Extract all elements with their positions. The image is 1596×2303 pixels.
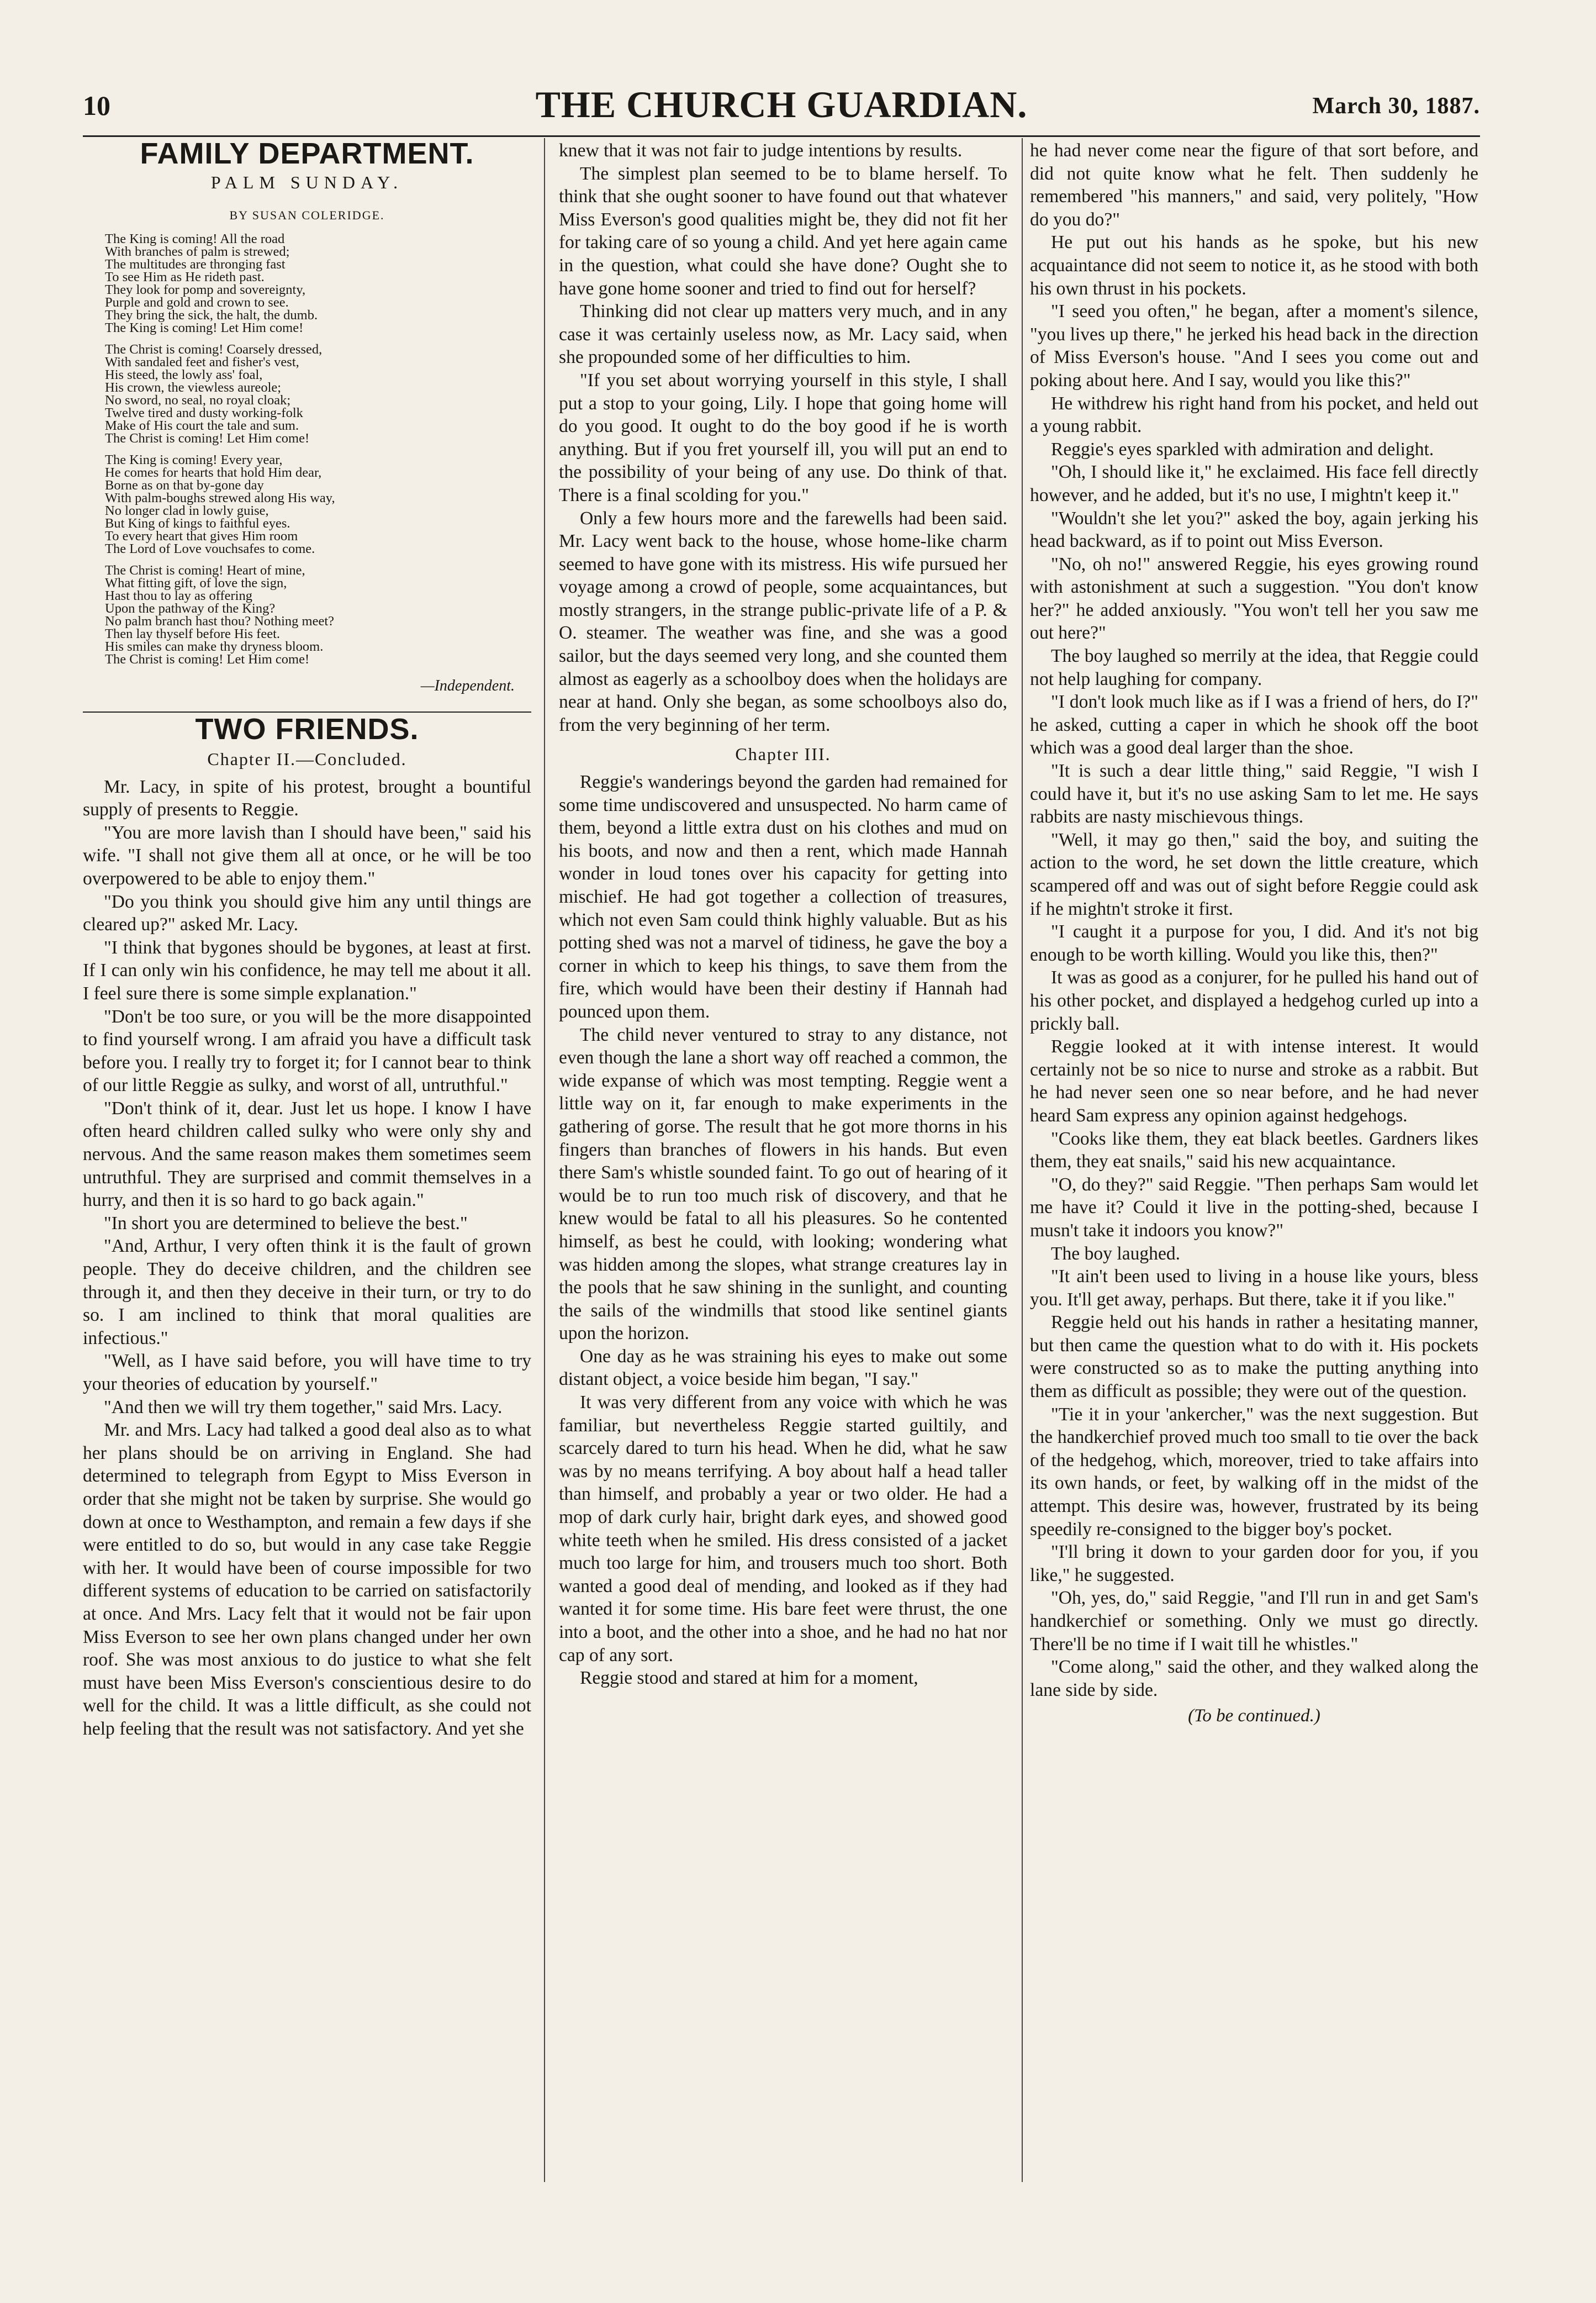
paragraph: he had never come near the figure of that sort before, and did not quite know what he felt. Then suddenly he remembered "his manners," and said, very politely, "How do you do?" [1030, 140, 1478, 230]
masthead-rule [83, 135, 1480, 137]
poem-line: His smiles can make thy dryness bloom. [105, 639, 324, 654]
poem-line: What fitting gift, of love the sign, [105, 575, 287, 591]
paragraph: "It ain't been used to living in a house like yours, bless you. It'll get away, perhaps. But there, take it if you like." [1030, 1266, 1478, 1310]
poem-line: Borne as on that by-gone day [105, 477, 264, 493]
masthead [83, 83, 1480, 133]
poem-line: His steed, the lowly ass' foal, [105, 367, 263, 382]
poem-line: With palm-boughs strewed along His way, [105, 490, 335, 505]
paragraph: It was very different from any voice with which he was familiar, but nevertheless Reggie started guiltily, and scarcely dared to turn his head. When he did, what he saw was by no means terrifying. A boy about half a head taller than himself, and probably a year or two older. He had a mop of dark curly hair, bright dark eyes, and showed good white teeth when he smiled. His dress consisted of a jacket much too large for him, and trousers much too short. Both wanted a good deal of mending, and looked as if they had wanted it for some time. His bare feet were thrust, the one into a boot, and the other into a shoe, and he had no hat nor cap of any sort. [559, 1392, 1007, 1666]
poem-line: With sandaled feet and fisher's vest, [105, 354, 299, 370]
poem-stanza [105, 233, 531, 334]
paragraph: "In short you are determined to believe the best." [104, 1213, 468, 1234]
to-be-continued: (To be continued.) [1188, 1706, 1320, 1726]
paragraph: "I seed you often," he began, after a moment's silence, "you lives up there," he jerked his head back in the direction of Miss Everson's house. "And I sees you come out and poking about here. And I say, would you like this?" [1030, 301, 1478, 391]
poem-line: He comes for hearts that hold Him dear, [105, 465, 322, 480]
issue-date: March 30, 1887. [1312, 93, 1480, 119]
paragraph: "Oh, yes, do," said Reggie, "and I'll run in and get Sam's handkerchief or something. Only we must go directly. There'll be no time if I wait till he whistles." [1030, 1588, 1478, 1654]
poem-line: To every heart that gives Him room [105, 528, 298, 544]
poem-line: The Christ is coming! Heart of mine, [105, 562, 305, 578]
poem-line: They bring the sick, the halt, the dumb. [105, 307, 318, 323]
paragraph: "I caught it a purpose for you, I did. And it's not big enough to be worth killing. Would you like this, then?" [1030, 921, 1478, 965]
paragraph: The child never ventured to stray to any distance, not even though the lane a short way off reached a common, the wide expanse of which was most tempting. Reggie went a little way on it, far enough to make experiments in the gathering of gorse. The result that he got more thorns in his fingers than branches of flowers in his hands. But even there Sam's whistle sounded faint. To go out of hearing of it would be to run too much risk of discovery, and that he knew would be fatal to all his pleasures. So he contented himself, as best he could, with looking; wondering what was hidden among the slopes, what strange creatures lay in the pools that he saw shining in the sunlight, and counting the sails of the windmills that stood like sentinel giants upon the horizon. [559, 1024, 1007, 1344]
paragraph: He put out his hands as he spoke, but his new acquaintance did not seem to notice it, as he stood with both his own thrust in his pockets. [1030, 232, 1478, 299]
poem-line: No palm branch hast thou? Nothing meet? [105, 613, 335, 629]
paragraph: "O, do they?" said Reggie. "Then perhaps Sam would let me have it? Could it live in the potting-shed, because I musn't take it indoors you know?" [1030, 1174, 1478, 1241]
page-number: 10 [83, 90, 110, 121]
chapter-heading: Chapter III. [735, 744, 831, 765]
poem-line: Purple and gold and crown to see. [105, 294, 289, 310]
paragraph: Reggie looked at it with intense interest. It would certainly not be so nice to nurse and stroke as a rabbit. But he had never seen one so near before, and he had never heard Sam express any opinion against hedgehogs. [1030, 1036, 1478, 1126]
paragraph: One day as he was straining his eyes to make out some distant object, a voice beside him began, "I say." [559, 1346, 1007, 1390]
poem-line: His crown, the viewless aureole; [105, 380, 282, 395]
poem-line: But King of kings to faithful eyes. [105, 515, 290, 531]
poem-line: Upon the pathway of the King? [105, 600, 276, 616]
poem-line: To see Him as He rideth past. [105, 269, 265, 284]
poem-stanza [105, 343, 531, 445]
poem-byline: BY SUSAN COLERIDGE. [229, 208, 385, 223]
paragraph: Mr. and Mrs. Lacy had talked a good deal also as to what her plans should be on arriving in England. She had determined to telegraph from Egypt to Miss Everson in order that she might not be taken by surprise. She would go down at once to Westhampton, and remain a few days if she were entitled to do so, but would in any case take Reggie with her. It would have been of course impossible for two different systems of education to be carried on satisfactorily at once. And Mrs. Lacy felt that it would not be fair upon Miss Everson to see her own plans changed under her own roof. She was most anxious to do justice to what she felt must have been Miss Everson's conscientious desire to do well for the child. It was a little difficult, as she could not help feeling that the result was not satisfactory. And yet she [83, 1420, 531, 1739]
column-1 [83, 139, 531, 2216]
paragraph: "Oh, I should like it," he exclaimed. His face fell directly however, and he added, but it's no use, I mightn't keep it." [1030, 462, 1478, 505]
poem-line: No sword, no seal, no royal cloak; [105, 392, 291, 408]
poem-line: Make of His court the tale and sum. [105, 418, 299, 433]
paragraph: "Don't be too sure, or you will be the more disappointed to find yourself wrong. I am afraid you have a difficult task before you. I really try to forget it; for I cannot bear to think of our little Reggie as sulky, and worst of all, untruthful." [83, 1006, 531, 1096]
poem-line: The Christ is coming! Let Him come! [105, 651, 310, 667]
paragraph: knew that it was not fair to judge intentions by results. [559, 140, 963, 161]
poem-line: The Lord of Love vouchsafes to come. [105, 541, 315, 556]
paragraph: The boy laughed. [1051, 1243, 1181, 1264]
poem-line: They look for pomp and sovereignty, [105, 282, 306, 297]
poem-source: —Independent. [420, 677, 515, 694]
paragraph: "It is such a dear little thing," said Reggie, "I wish I could have it, but it's no use asking Sam to let me. He says rabbits are nasty mischievous things. [1030, 761, 1478, 828]
paragraph: He withdrew his right hand from his pocket, and held out a young rabbit. [1030, 393, 1478, 437]
paragraph: The boy laughed so merrily at the idea, that Reggie could not help laughing for company. [1030, 646, 1478, 689]
paragraph: "Wouldn't she let you?" asked the boy, again jerking his head backward, as if to point out Miss Everson. [1030, 508, 1478, 552]
poem-line: With branches of palm is strewed; [105, 244, 290, 259]
paragraph: Reggie's wanderings beyond the garden had remained for some time undiscovered and unsuspected. No harm came of them, beyond a little extra dust on his clothes and mud on his boots, and now and then a rent, which made Hannah wonder in loud tones over his capacity for getting into mischief. He had got together a collection of treasures, which not even Sam could think highly valuable. But as his potting shed was not a marvel of tidiness, he gave the boy a corner in which to keep his things, to save them from the fire, which would have been their destiny if Hannah had pounced upon them. [559, 772, 1007, 1022]
paragraph: "I don't look much like as if I was a friend of hers, do I?" he asked, cutting a caper in which he shook off the boot which was a good deal larger than the shoe. [1030, 692, 1478, 758]
paragraph: Thinking did not clear up matters very much, and in any case it was certainly useless now, as Mr. Lacy said, when she propounded some of her difficulties to him. [559, 301, 1007, 368]
paragraph: It was as good as a conjurer, for he pulled his hand out of his other pocket, and displayed a hedgehog curled up into a prickly ball. [1030, 967, 1478, 1034]
paragraph: "You are more lavish than I should have been," said his wife. "I shall not give them all at once, or he will be too overpowered to be able to enjoy them." [83, 822, 531, 889]
column-3 [1030, 139, 1478, 2216]
section-title: FAMILY DEPARTMENT. [140, 139, 474, 170]
poem-line: Hast thou to lay as offering [105, 588, 252, 603]
paragraph: "And, Arthur, I very often think it is the fault of grown people. They do deceive children, and the children see through it, and then they deceive in their turn, or try to do so. I am inclined to think that moral qualities are infectious." [83, 1236, 531, 1348]
poem-line: The Christ is coming! Coarsely dressed, [105, 341, 323, 357]
column-2 [559, 139, 1007, 2216]
poem-line: Then lay thyself before His feet. [105, 626, 281, 641]
paragraph: Only a few hours more and the farewells had been said. Mr. Lacy went back to the house, whose home-like charm seemed to have gone with its mistress. His wife pursued her voyage among a crowd of people, some acquaintances, but mostly strangers, in the strange public-private life of a P. & O. steamer. The weather was fine, and she was a good sailor, but the days seemed very long, and she counted them almost as eagerly as a schoolboy does when the holidays are near at hand. Only she began, as some schoolboys also do, from the very beginning of her term. [559, 508, 1007, 735]
poem-line: The Christ is coming! Let Him come! [105, 430, 310, 446]
paragraph: "Don't think of it, dear. Just let us hope. I know I have often heard children called sulky who were only shy and nervous. And the same reason makes them sometimes seem untruthful. They are surprised and commit themselves in a hurry, and then it is so hard to go back again." [83, 1098, 531, 1211]
poem-line: Twelve tired and dusty working-folk [105, 405, 303, 420]
paragraph: Reggie held out his hands in rather a hesitating manner, but then came the question what to do with it. His pockets were constructed so as to make the putting anything into them as difficult as possible; they were out of the question. [1030, 1312, 1478, 1402]
poem-line: The King is coming! Let Him come! [105, 320, 304, 335]
story-title: TWO FRIENDS. [195, 713, 419, 746]
paragraph: "Well, as I have said before, you will have time to try your theories of education by yourself." [83, 1351, 531, 1394]
paragraph: "Cooks like them, they eat black beetles. Gardners likes them, they eat snails," said his new acquaintance. [1030, 1128, 1478, 1172]
poem-stanza [105, 454, 531, 555]
paragraph: "No, oh no!" answered Reggie, his eyes growing round with astonishment at such a suggestion. "You don't know her?" he added anxiously. "You won't tell her you saw me out here?" [1030, 554, 1478, 644]
paragraph: Mr. Lacy, in spite of his protest, brought a bountiful supply of presents to Reggie. [83, 776, 531, 820]
paragraph: "Do you think you should give him any until things are cleared up?" asked Mr. Lacy. [83, 891, 531, 935]
paper-name: THE CHURCH GUARDIAN. [535, 83, 1028, 125]
paragraph: Reggie's eyes sparkled with admiration and delight. [1051, 439, 1434, 460]
paragraph: Reggie stood and stared at him for a moment, [580, 1668, 918, 1689]
column-divider [544, 138, 545, 2182]
paragraph: "And then we will try them together," said Mrs. Lacy. [104, 1396, 503, 1417]
paragraph: The simplest plan seemed to be to blame herself. To think that she ought sooner to have found out that whatever Miss Everson's good qualities might be, they did not fit her for taking care of so young a child. And yet here again came in the question, what could she have done? Ought she to have gone home sooner and tried to find out for herself? [559, 163, 1007, 299]
paragraph: "Well, it may go then," said the boy, and suiting the action to the word, he set down the little creature, which scampered off and was out of sight before Reggie could ask if he mightn't stroke it first. [1030, 829, 1478, 919]
paragraph: "Tie it in your 'ankercher," was the next suggestion. But the handkerchief proved much too small to tie over the back of the hedgehog, which, moreover, tried to take affairs into its own hands, or feet, by walking off in the midst of the attempt. This desire was, however, frustrated by its being speedily re-consigned to the bigger boy's pocket. [1030, 1404, 1478, 1540]
paragraph: "If you set about worrying yourself in this style, I shall put a stop to your going, Lily. I hope that going home will do you good. It ought to do the boy good if he is worth anything. But if you fret yourself ill, you will put an end to the possibility of your being of any use. Do think of that. There is a final scolding for you." [559, 370, 1007, 505]
poem-line: The King is coming! Every year, [105, 452, 283, 467]
poem-stanza [105, 564, 531, 666]
poem-line: The multitudes are thronging fast [105, 256, 286, 272]
paragraph: "Come along," said the other, and they walked along the lane side by side. [1030, 1657, 1478, 1700]
paragraph: "I'll bring it down to your garden door for you, if you like," he suggested. [1030, 1542, 1478, 1585]
poem-line: The King is coming! All the road [105, 231, 285, 246]
poem-title: PALM SUNDAY. [210, 172, 404, 192]
poem-line: No longer clad in lowly guise, [105, 503, 269, 518]
column-divider [1022, 138, 1023, 2182]
paragraph: "I think that bygones should be bygones, at least at first. If I can only win his confidence, he may tell me about it all. I feel sure there is some simple explanation." [83, 937, 531, 1004]
chapter-heading: Chapter II.—Concluded. [207, 749, 407, 769]
